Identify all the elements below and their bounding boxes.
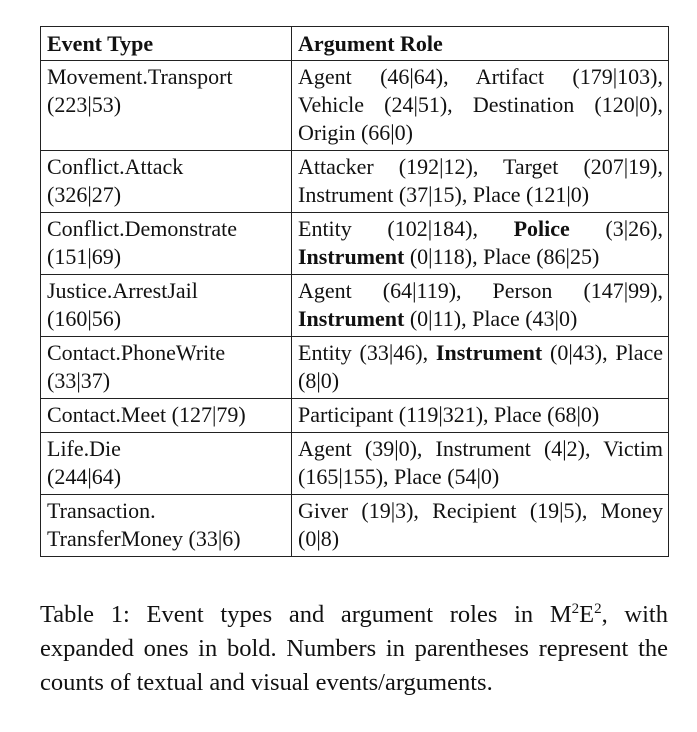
caption-superscript-2: 2 — [594, 601, 602, 617]
table-row — [41, 399, 669, 433]
table-row — [41, 337, 669, 399]
role-text: Entity (33|46), — [298, 340, 436, 365]
event-type-name: Conflict.Attack — [47, 154, 184, 179]
table-row — [41, 213, 669, 275]
caption-prefix: Table 1: Event types and argument roles in M — [40, 601, 572, 628]
argument-role-cell — [292, 275, 669, 337]
argument-role-cell — [292, 61, 669, 151]
event-type-name: Life.Die — [47, 436, 121, 461]
caption-suffix: , with expanded ones in bold. Numbers in parentheses represent the counts of textual and visual events/arguments. — [40, 601, 668, 696]
event-type-cell — [41, 213, 292, 275]
role-text: Attacker (192|12), Target (207|19), Instrument (37|15), Place (121|0) — [298, 154, 663, 207]
event-type-counts: (151|69) — [47, 244, 122, 269]
event-type-counts: (244|64) — [47, 464, 122, 489]
role-expanded-bold: Instrument — [298, 306, 405, 331]
event-type-counts: TransferMoney (33|6) — [47, 526, 241, 551]
role-text: Agent (46|64), Artifact (179|103), Vehicle (24|51), Destination (120|0), Origin (66|0) — [298, 64, 663, 145]
event-argument-table-container — [40, 26, 668, 557]
event-type-cell — [41, 495, 292, 557]
role-expanded-bold: Instrument — [435, 340, 543, 365]
event-type-name: Movement.Transport — [47, 64, 233, 89]
event-type-counts: (160|56) — [47, 306, 122, 331]
argument-role-cell — [292, 399, 669, 433]
event-type-cell — [41, 275, 292, 337]
role-text: Giver (19|3), Recipient (19|5), Money (0|8) — [298, 498, 663, 551]
argument-role-cell — [292, 433, 669, 495]
argument-role-cell — [292, 213, 669, 275]
role-expanded-bold: Police — [513, 216, 570, 241]
event-argument-table — [40, 26, 669, 557]
role-text: (3|26), — [569, 216, 663, 241]
table-row — [41, 61, 669, 151]
header-event-type: Event Type — [41, 27, 292, 61]
event-type-name: Justice.ArrestJail — [47, 278, 198, 303]
role-text: (0|43), Place (8|0) — [298, 340, 663, 393]
table-caption — [40, 598, 668, 700]
role-text: (0|11), Place (43|0) — [404, 306, 578, 331]
role-text: (0|118), Place (86|25) — [404, 244, 600, 269]
header-argument-role: Argument Role — [292, 27, 669, 61]
role-text: Agent (39|0), Instrument (4|2), Victim (165|155), Place (54|0) — [298, 436, 663, 489]
role-text: Participant (119|321), Place (68|0) — [298, 402, 600, 427]
argument-role-cell — [292, 495, 669, 557]
role-text: Agent (64|119), Person (147|99), — [298, 278, 663, 303]
table-row — [41, 275, 669, 337]
event-type-cell — [41, 337, 292, 399]
event-type-name: Contact.PhoneWrite — [47, 340, 226, 365]
event-type-cell — [41, 433, 292, 495]
role-text: Entity (102|184), — [298, 216, 514, 241]
argument-role-cell — [292, 151, 669, 213]
role-expanded-bold: Instrument — [298, 244, 405, 269]
table-row — [41, 433, 669, 495]
event-type-counts: (326|27) — [47, 182, 122, 207]
event-type-name: Contact.Meet (127|79) — [47, 402, 246, 427]
event-type-counts: (223|53) — [47, 92, 122, 117]
argument-role-cell — [292, 337, 669, 399]
event-type-cell — [41, 151, 292, 213]
caption-superscript-1: 2 — [571, 601, 580, 617]
table-header-row — [41, 27, 669, 61]
table-row — [41, 495, 669, 557]
event-type-counts: (33|37) — [47, 368, 111, 393]
event-type-name: Transaction. — [47, 498, 156, 523]
event-type-name: Conflict.Demonstrate — [47, 216, 238, 241]
event-type-cell — [41, 61, 292, 151]
caption-mid: E — [579, 601, 595, 628]
event-type-cell — [41, 399, 292, 433]
table-row — [41, 151, 669, 213]
